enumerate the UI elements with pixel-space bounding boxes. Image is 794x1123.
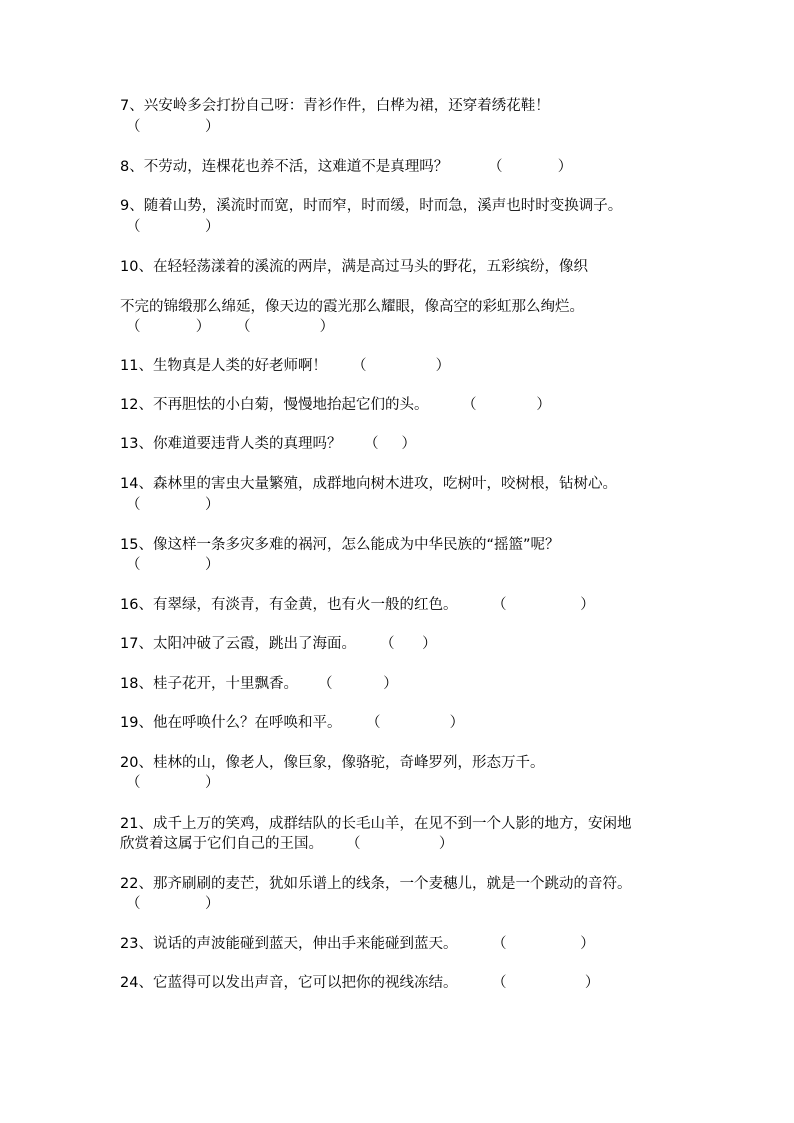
answer-blank-11[interactable]: （ ） [352,358,451,374]
answer-blank-19[interactable]: （ ） [366,715,465,731]
question-18-text: 18、桂子花开，十里飘香。 [120,676,298,692]
question-14-text: 14、森林里的害虫大量繁殖，成群地向树木进攻，吃树叶，咬树根，钻树心。 [120,476,617,492]
question-7-text: 7、兴安岭多会打扮自己呀：青衫作件，白桦为裙，还穿着绣花鞋！ [120,98,550,114]
answer-blank-12[interactable]: （ ） [462,397,551,413]
answer-blank-17[interactable]: （ ） [380,636,437,652]
answer-blank-21[interactable]: （ ） [346,836,454,852]
question-15-text: 15、像这样一条多灾多难的祸河，怎么能成为中华民族的“摇篮”呢？ [120,537,560,553]
question-8-text: 8、不劳动，连棵花也养不活，这难道不是真理吗？ [120,159,449,175]
answer-blank-10b[interactable]: （ ） [236,319,335,335]
question-12-text: 12、不再胆怯的小白菊，慢慢地抬起它们的头。 [120,397,429,413]
question-11-text: 11、生物真是人类的好老师啊！ [120,358,327,374]
answer-blank-7[interactable]: （ ） [126,119,220,135]
question-16-text: 16、有翠绿，有淡青，有金黄，也有火一般的红色。 [120,597,458,613]
answer-blank-23[interactable]: （ ） [492,936,595,952]
question-9-text: 9、随着山势，溪流时而宽，时而窄，时而缓，时而急，溪声也时时变换调子。 [120,198,623,214]
answer-blank-22[interactable]: （ ） [126,896,220,912]
question-21-text-line2: 欣赏着这属于它们自己的王国。 [120,836,323,852]
question-20-text: 20、桂林的山，像老人，像巨象，像骆驼，奇峰罗列，形态万千。 [120,755,545,771]
answer-blank-18[interactable]: （ ） [318,676,398,692]
question-17-text: 17、太阳冲破了云霞，跳出了海面。 [120,636,356,652]
question-23-text: 23、说话的声波能碰到蓝天，伸出手来能碰到蓝天。 [120,936,458,952]
answer-blank-20[interactable]: （ ） [126,775,220,791]
answer-blank-13[interactable]: （ ） [364,436,417,452]
question-22-text: 22、那齐刷刷的麦芒，犹如乐谱上的线条，一个麦穗儿，就是一个跳动的音符。 [120,876,632,892]
question-13-text: 13、你难道要违背人类的真理吗？ [120,436,342,452]
answer-blank-15[interactable]: （ ） [126,557,220,573]
answer-blank-16[interactable]: （ ） [492,597,595,613]
answer-blank-14[interactable]: （ ） [126,497,220,513]
answer-blank-9[interactable]: （ ） [126,219,220,235]
answer-blank-8[interactable]: （ ） [488,159,573,175]
question-19-text: 19、他在呼唤什么？在呼唤和平。 [120,715,342,731]
question-21-text: 21、成千上万的笑鸡，成群结队的长毛山羊，在见不到一个人影的地方，安闲地 [120,816,632,832]
question-24-text: 24、它蓝得可以发出声音，它可以把你的视线冻结。 [120,975,458,991]
question-10-text-line2: 不完的锦缎那么绵延，像天边的霞光那么耀眼，像高空的彩虹那么绚烂。 [120,299,584,315]
answer-blank-10a[interactable]: （ ） [126,319,211,335]
question-10-text: 10、在轻轻荡漾着的溪流的两岸，满是高过马头的野花，五彩缤纷，像织 [120,259,588,275]
answer-blank-24[interactable]: （ ） [492,975,600,991]
